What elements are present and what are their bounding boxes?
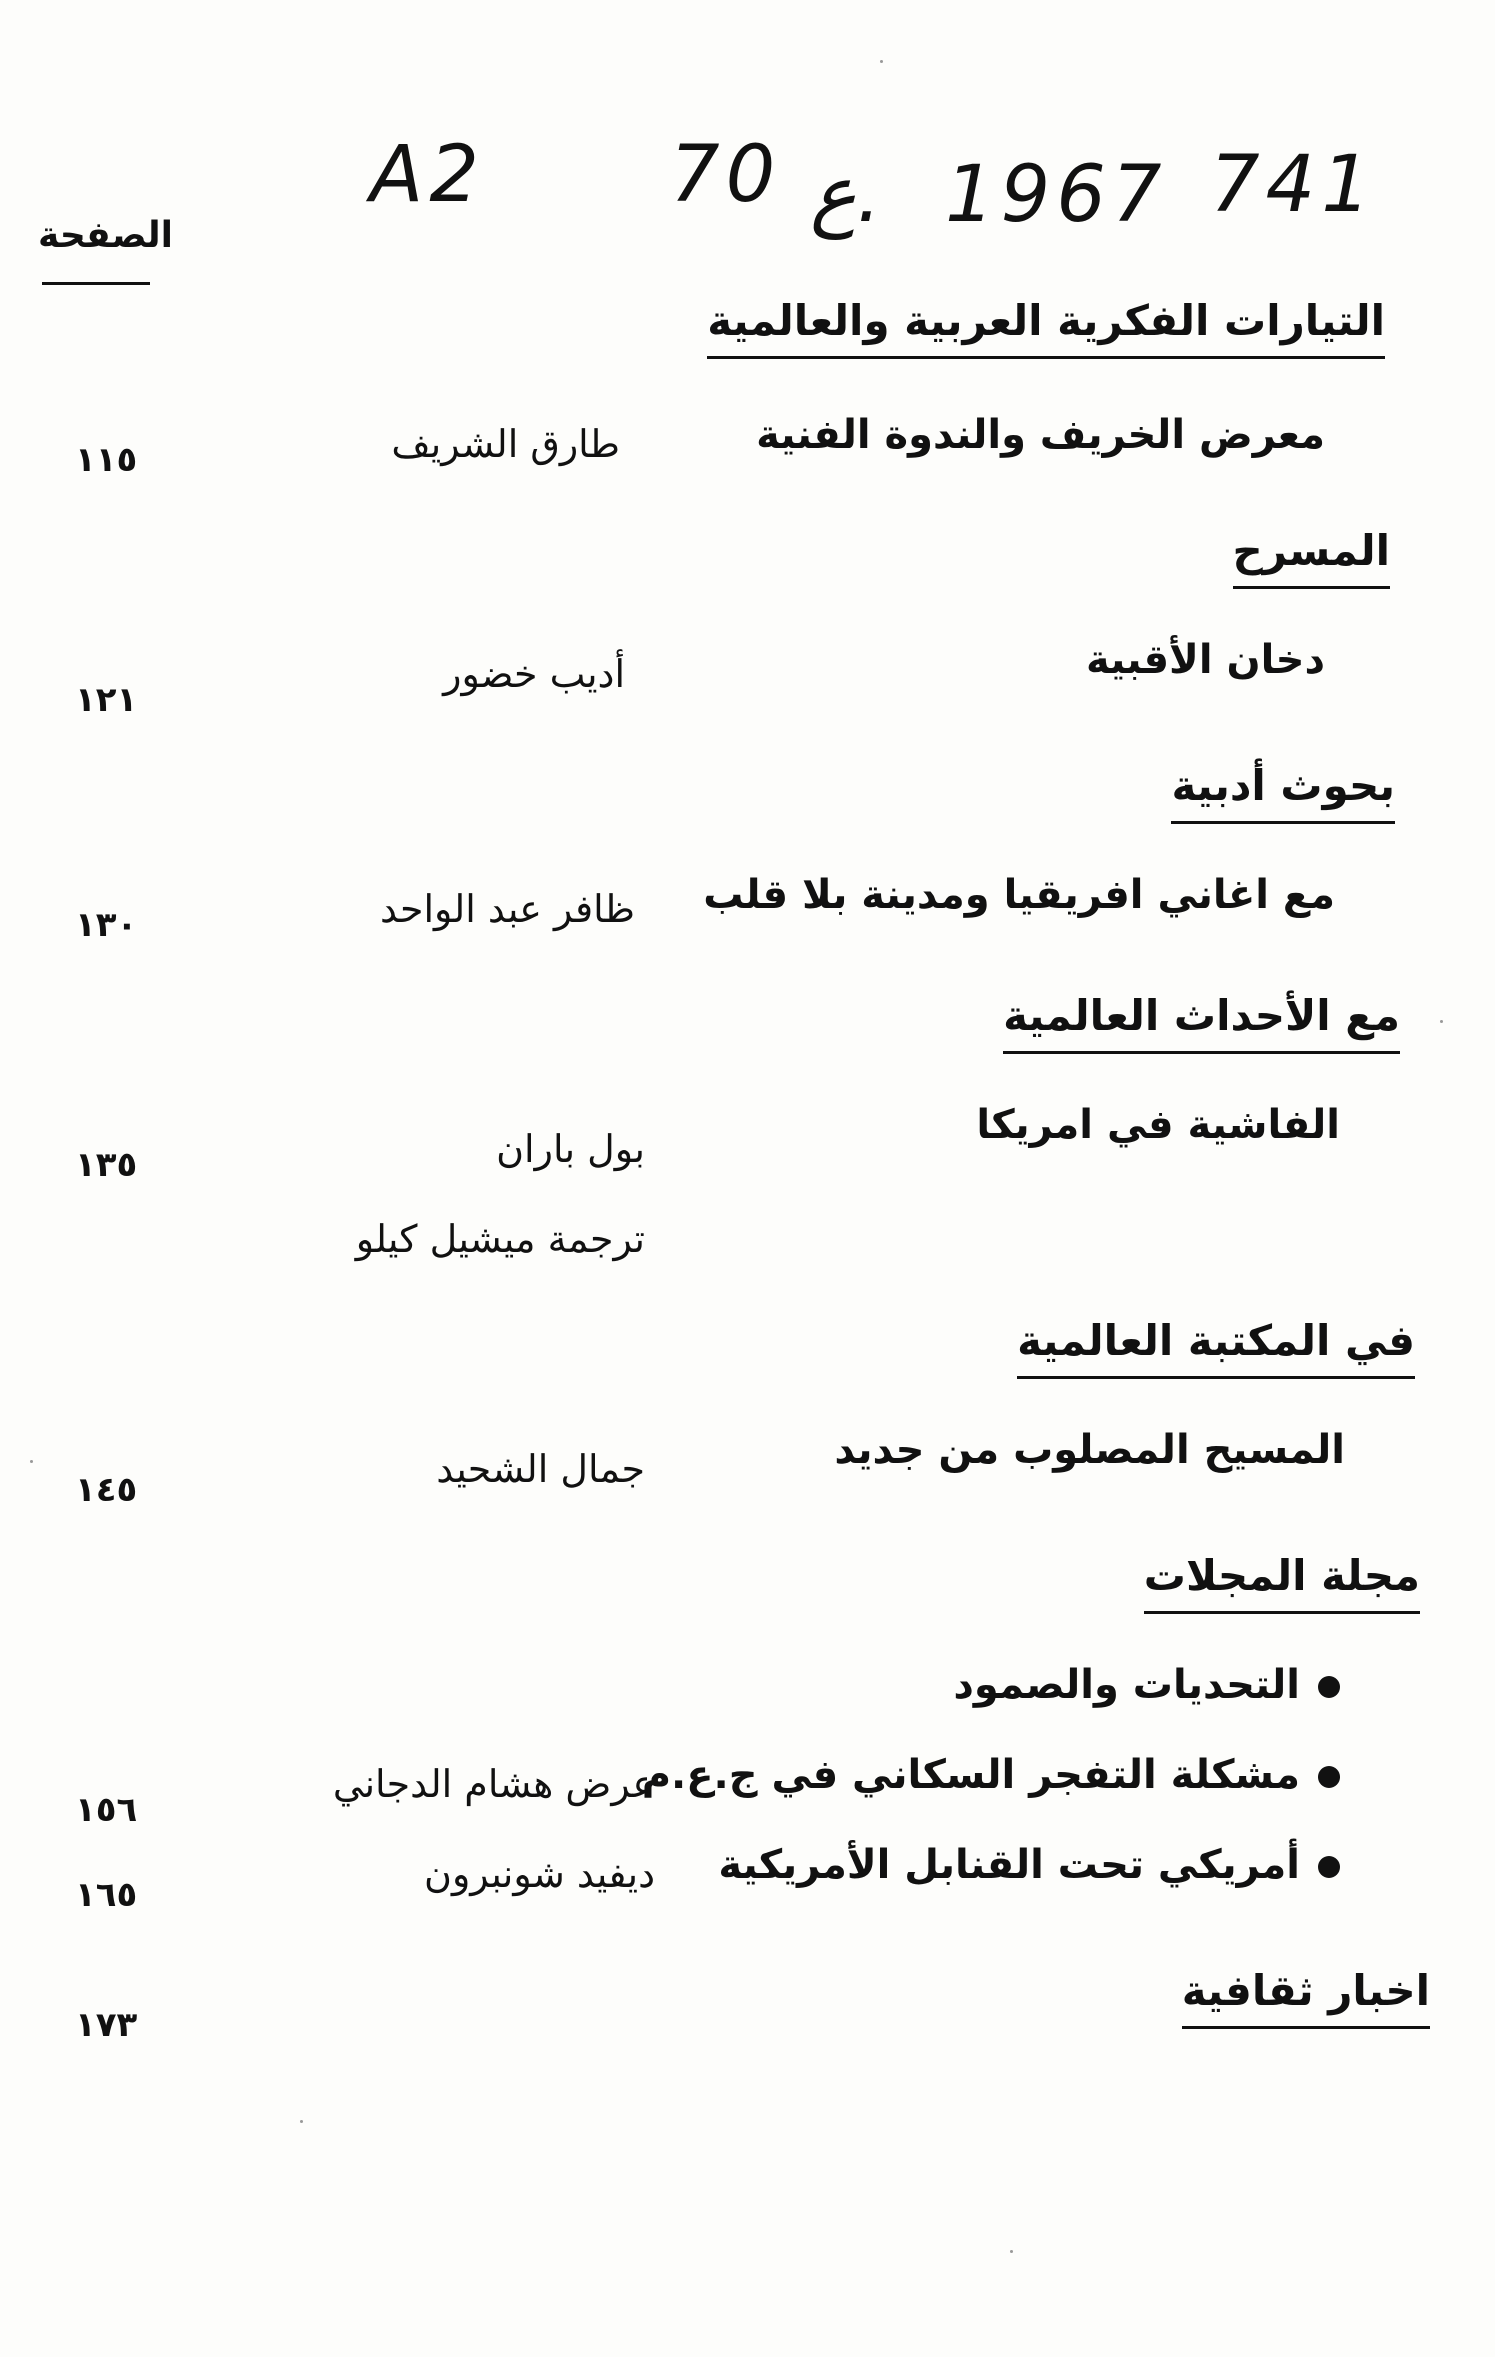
page-number-121: ١٢١: [75, 680, 138, 720]
page-number-145: ١٤٥: [75, 1470, 138, 1510]
section-heading-intellectual-currents: التيارات الفكرية العربية والعالمية: [707, 300, 1385, 359]
handwritten-ref-number: 741: [1210, 140, 1377, 230]
section-heading-cultural-news: اخبار ثقافية: [1182, 1970, 1430, 2029]
page-number-115: ١١٥: [75, 440, 138, 480]
article-title-text: التحديات والصمود: [953, 1662, 1300, 1708]
article-title-christ-recrucified: المسيح المصلوب من جديد: [834, 1427, 1345, 1473]
bullet-dot: [1318, 1856, 1340, 1878]
section-heading-world-library: في المكتبة العالمية: [1017, 1320, 1415, 1379]
article-title-text: مشكلة التفجر السكاني في ج.ع.م: [641, 1752, 1300, 1798]
scan-speck: [300, 2120, 303, 2123]
section-heading-magazine-review: مجلة المجلات: [1144, 1555, 1420, 1614]
article-author-hisham-dajani: عرض هشام الدجاني: [332, 1762, 655, 1806]
handwritten-ref-a2: A2: [370, 130, 485, 220]
page-number-135: ١٣٥: [75, 1145, 138, 1185]
page-number-130: ١٣٠: [75, 905, 138, 945]
handwritten-ref-70: 70: [670, 130, 782, 220]
scan-speck: [880, 60, 883, 63]
article-title-cellar-smoke: دخان الأقبية: [1085, 637, 1325, 683]
handwritten-ref-ain: ع.: [810, 150, 882, 240]
article-author-adib-khadour: أديب خضور: [443, 652, 625, 696]
page-number-173: ١٧٣: [75, 2005, 138, 2045]
article-author-jamal-shahid: جمال الشحيد: [436, 1447, 645, 1491]
article-author-zafer-abdelwahed: ظافر عبد الواحد: [380, 887, 635, 931]
article-title-american-under-bombs: [718, 1842, 1340, 1888]
page-column-header-underline: [42, 282, 150, 285]
page-number-156: ١٥٦: [75, 1790, 138, 1830]
article-translator-michel-kilo: ترجمة ميشيل كيلو: [355, 1217, 645, 1261]
section-heading-theatre: المسرح: [1233, 530, 1390, 589]
article-title-challenges-steadfastness: [953, 1662, 1340, 1708]
handwritten-ref-year: 1967: [945, 150, 1168, 240]
article-title-text: أمريكي تحت القنابل الأمريكية: [718, 1842, 1300, 1888]
page-number-165: ١٦٥: [75, 1875, 138, 1915]
article-title-fascism-america: الفاشية في امريكا: [976, 1102, 1340, 1148]
article-title-african-songs: مع اغاني افريقيا ومدينة بلا قلب: [703, 872, 1335, 918]
section-heading-literary-research: بحوث أدبية: [1171, 765, 1395, 824]
article-author-david-schoenbrun: ديفيد شونبرون: [424, 1852, 655, 1896]
article-title-population-explosion: [641, 1752, 1340, 1798]
scan-speck: [1440, 1020, 1443, 1023]
bullet-dot: [1318, 1766, 1340, 1788]
bullet-dot: [1318, 1676, 1340, 1698]
page-column-header: الصفحة: [38, 215, 174, 256]
section-heading-world-events: مع الأحداث العالمية: [1003, 995, 1400, 1054]
scan-speck: [30, 1460, 33, 1463]
article-author-tarek-sharif: طارق الشريف: [391, 422, 620, 466]
article-author-paul-baran: بول باران: [496, 1127, 645, 1171]
scan-speck: [1010, 2250, 1013, 2253]
article-title-autumn-exhibition: معرض الخريف والندوة الفنية: [756, 412, 1325, 458]
